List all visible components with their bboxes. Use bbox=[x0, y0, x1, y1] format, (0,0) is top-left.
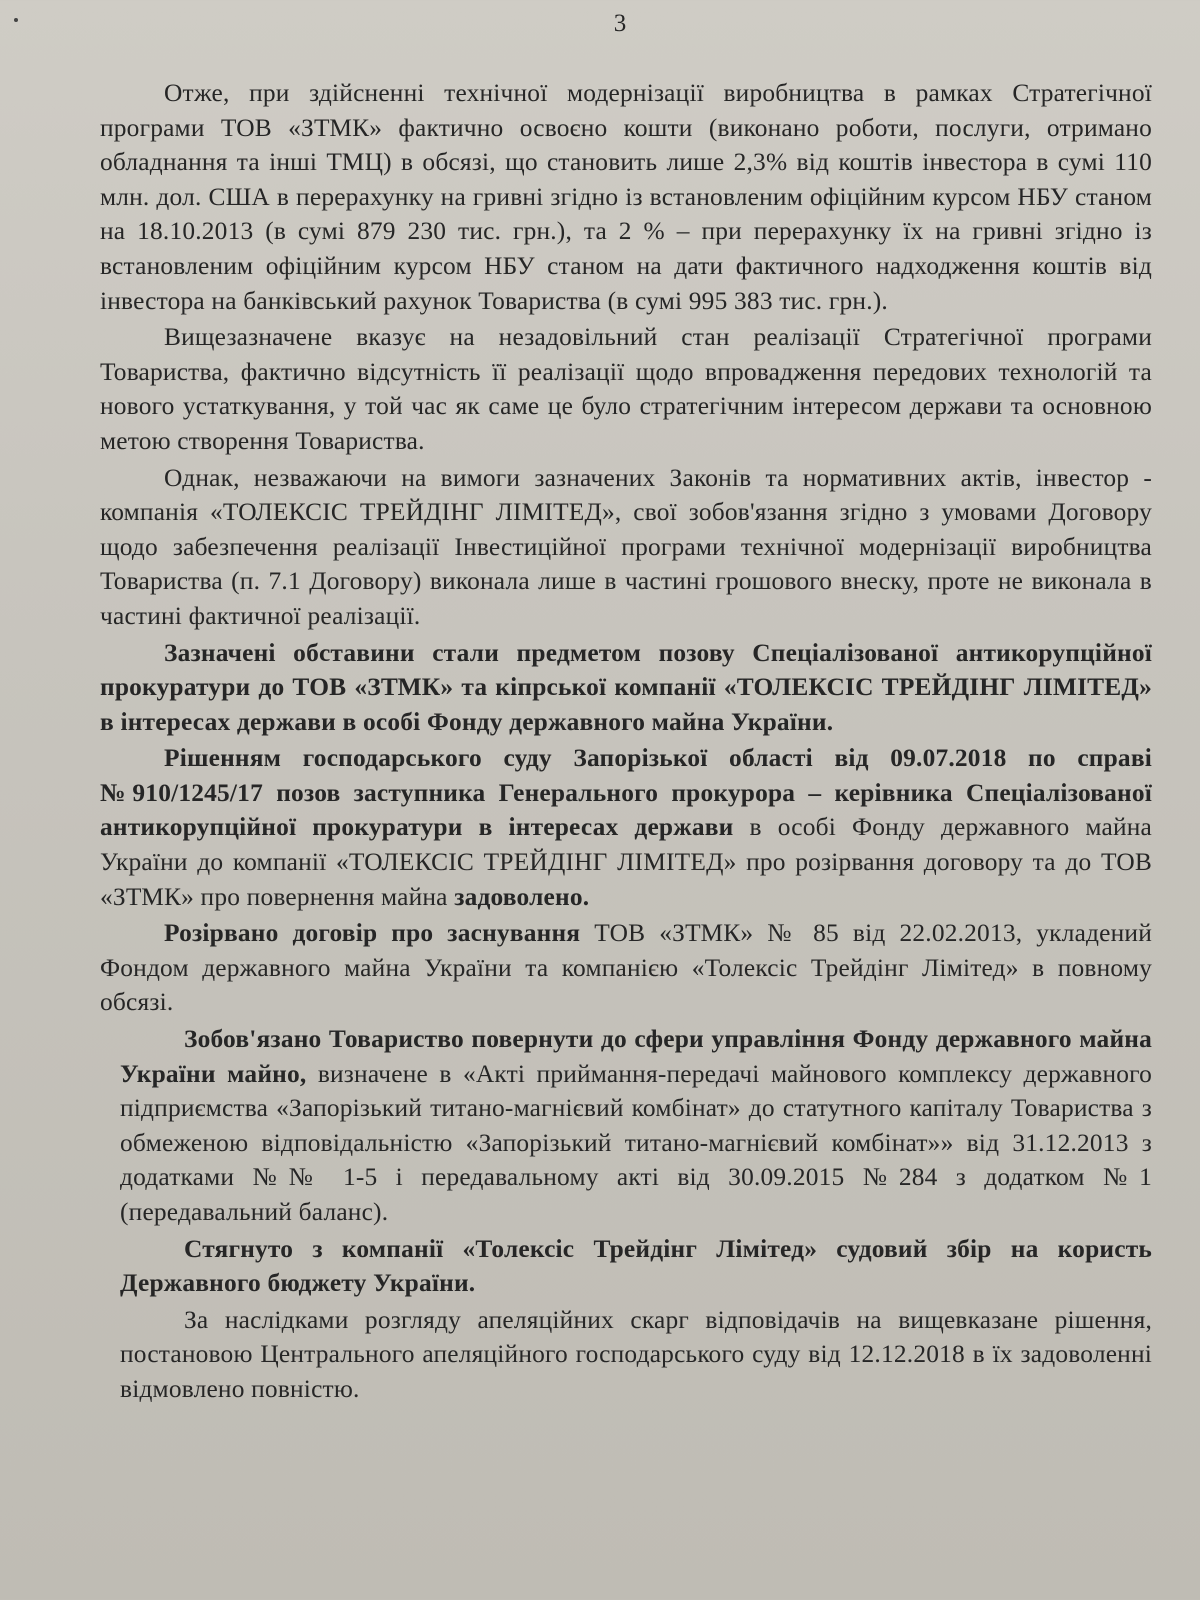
paragraph-1 bbox=[100, 76, 1152, 318]
paragraph-text: За наслідками розгляду апеляційних скарг відповідачів на вищевказане рішення, постановою Центрального апеляційного господарського суду від 12.12.2018 в їх задоволенні відмовлено повністю. bbox=[120, 1305, 1152, 1403]
paragraph-bold-text: Розірвано договір про заснування bbox=[164, 919, 581, 948]
paragraph-bold-text: Рішенням господарського суду Запорізької області від 09.07.2018 по справі №910/1245/17 позов заступника Генерального прокурора – керівника Спеціалізованої антикорупційної прокуратури в інтересах держави bbox=[100, 744, 1152, 842]
paragraph-2 bbox=[100, 320, 1152, 458]
paragraph-text: визначене в «Акті приймання-передачі майнового комплексу державного підприємства «Запорізький титано-магнієвий комбінат» до статутного капіталу Товариства з обмеженою відповідальністю «Запорізький титано-магнієвий комбінат»» від 31.12.2013 з додатками №№ 1-5 і передавальному акті від 30.09.2015 №284 з додатком №1 (передавальний баланс). bbox=[120, 1059, 1153, 1226]
paragraph-bold-text: Зазначені обставини стали предметом позову Спеціалізованої антикорупційної прокуратури до ТОВ «ЗТМК» та кіпрської компанії «ТОЛЕКСІС ТРЕЙДІНГ ЛІМІТЕД» в інтересах держави в особі Фонду державного майна України. bbox=[100, 638, 1152, 736]
paragraph-7 bbox=[100, 1022, 1152, 1230]
paragraph-text: ТОВ «ЗТМК» № 85 від 22.02.2013, укладений Фондом державного майна України та компанією «Толексіс Трейдінг Лімітед» в повному обсязі. bbox=[100, 919, 1153, 1017]
paragraph-bold-text: Зобов'язано Товариство повернути до сфери управління Фонду державного майна України майно, bbox=[120, 1025, 1152, 1088]
paragraph-text: Отже, при здійсненні технічної модернізації виробництва в рамках Стратегічної програми ТОВ «ЗТМК» фактично освоєно кошти (виконано роботи, послуги, отримано обладнання та інші ТМЦ) в обсязі, що становить лише 2,3% від коштів інвестора в сумі 110 млн. дол. США в перерахунку на гривні згідно із встановленим офіційним курсом НБУ станом на 18.10.2013 (в сумі 879 230 тис. грн.), та 2 % – при перерахунку їх на гривні згідно із встановленим офіційним курсом НБУ станом на дати фактичного надходження коштів від інвестора на банківський рахунок Товариства (в сумі 995 383 тис. грн.). bbox=[100, 79, 1152, 315]
paragraph-text: в особі Фонду державного майна України до компанії «ТОЛЕКСІС ТРЕЙДІНГ ЛІМІТЕД» про розірвання договору та до ТОВ «ЗТМК» про повернення майна bbox=[100, 813, 1153, 911]
paragraph-3 bbox=[100, 461, 1152, 634]
paragraph-5 bbox=[100, 741, 1152, 914]
paragraph-6 bbox=[100, 916, 1152, 1020]
document-body bbox=[100, 76, 1152, 1407]
paragraph-8 bbox=[100, 1232, 1152, 1301]
paragraph-text: Вищезазначене вказує на незадовільний стан реалізації Стратегічної програми Товариства, фактично відсутність її реалізації щодо впровадження передових технологій та нового устаткування, у той час як саме це було стратегічним інтересом держави та основною метою створення Товариства. bbox=[100, 323, 1152, 455]
page-number: 3 bbox=[613, 10, 627, 37]
paragraph-4 bbox=[100, 636, 1152, 740]
paragraph-9 bbox=[100, 1303, 1152, 1407]
paragraph-text: Однак, незважаючи на вимоги зазначених Законів та нормативних актів, інвестор - компанія «ТОЛЕКСІС ТРЕЙДІНГ ЛІМІТЕД», свої зобов'язання згідно з умовами Договору щодо забезпечення реалізації Інвестиційної програми технічної модернізації виробництва Товариства (п. 7.1 Договору) виконала лише в частині грошового внеску, проте не виконала в частині фактичної реалізації. bbox=[100, 463, 1152, 630]
paragraph-bold-text: задоволено. bbox=[454, 882, 590, 911]
paragraph-bold-text: Стягнуто з компанії «Толексіс Трейдінг Лімітед» судовий збір на користь Державного бюджету України. bbox=[120, 1234, 1152, 1298]
